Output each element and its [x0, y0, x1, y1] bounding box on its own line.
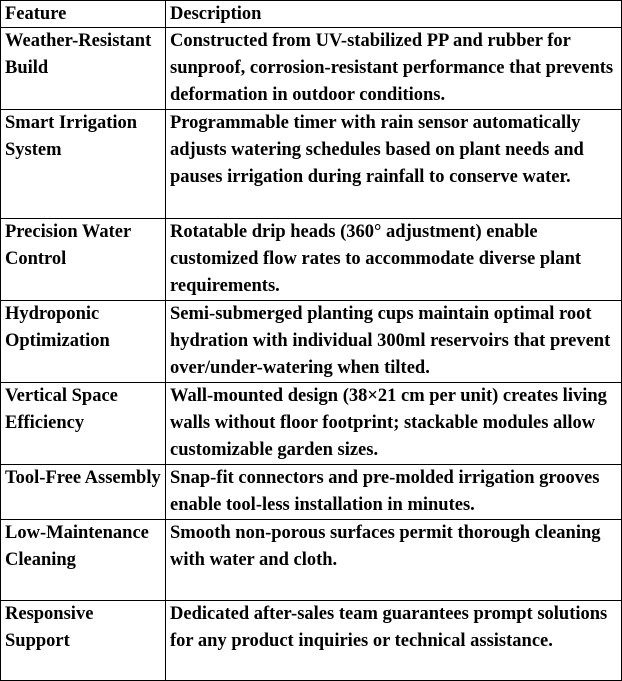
table-row	[1, 520, 622, 601]
table-row	[1, 28, 622, 110]
description-cell: Dedicated after-sales team guarantees prompt solutions for any product inquiries or technical assistance.	[166, 601, 622, 681]
feature-cell: Smart Irrigation System	[1, 110, 166, 219]
feature-column-header: Feature	[1, 1, 166, 28]
table-row	[1, 219, 622, 301]
description-cell: Semi-submerged planting cups maintain optimal root hydration with individual 300ml reservoirs that prevent over/under-watering when tilted.	[166, 301, 622, 383]
table-row	[1, 383, 622, 465]
feature-cell: Hydroponic Optimization	[1, 301, 166, 383]
table-row	[1, 301, 622, 383]
feature-cell: Low-Maintenance Cleaning	[1, 520, 166, 601]
description-column-header: Description	[166, 1, 622, 28]
description-cell: Constructed from UV-stabilized PP and rubber for sunproof, corrosion-resistant performance that prevents deformation in outdoor conditions.	[166, 28, 622, 110]
feature-cell: Tool-Free Assembly	[1, 465, 166, 520]
table-row	[1, 110, 622, 219]
table-row	[1, 465, 622, 520]
description-cell: Rotatable drip heads (360° adjustment) enable customized flow rates to accommodate diverse plant requirements.	[166, 219, 622, 301]
table-header-row	[1, 1, 622, 28]
description-cell: Programmable timer with rain sensor automatically adjusts watering schedules based on plant needs and pauses irrigation during rainfall to conserve water.	[166, 110, 622, 219]
description-cell: Smooth non-porous surfaces permit thorough cleaning with water and cloth.	[166, 520, 622, 601]
description-cell: Wall-mounted design (38×21 cm per unit) creates living walls without floor footprint; stackable modules allow customizable garden sizes.	[166, 383, 622, 465]
table-row	[1, 601, 622, 681]
feature-cell: Vertical Space Efficiency	[1, 383, 166, 465]
feature-cell: Precision Water Control	[1, 219, 166, 301]
description-cell: Snap-fit connectors and pre-molded irrigation grooves enable tool-less installation in minutes.	[166, 465, 622, 520]
feature-cell: Weather-Resistant Build	[1, 28, 166, 110]
feature-cell: Responsive Support	[1, 601, 166, 681]
